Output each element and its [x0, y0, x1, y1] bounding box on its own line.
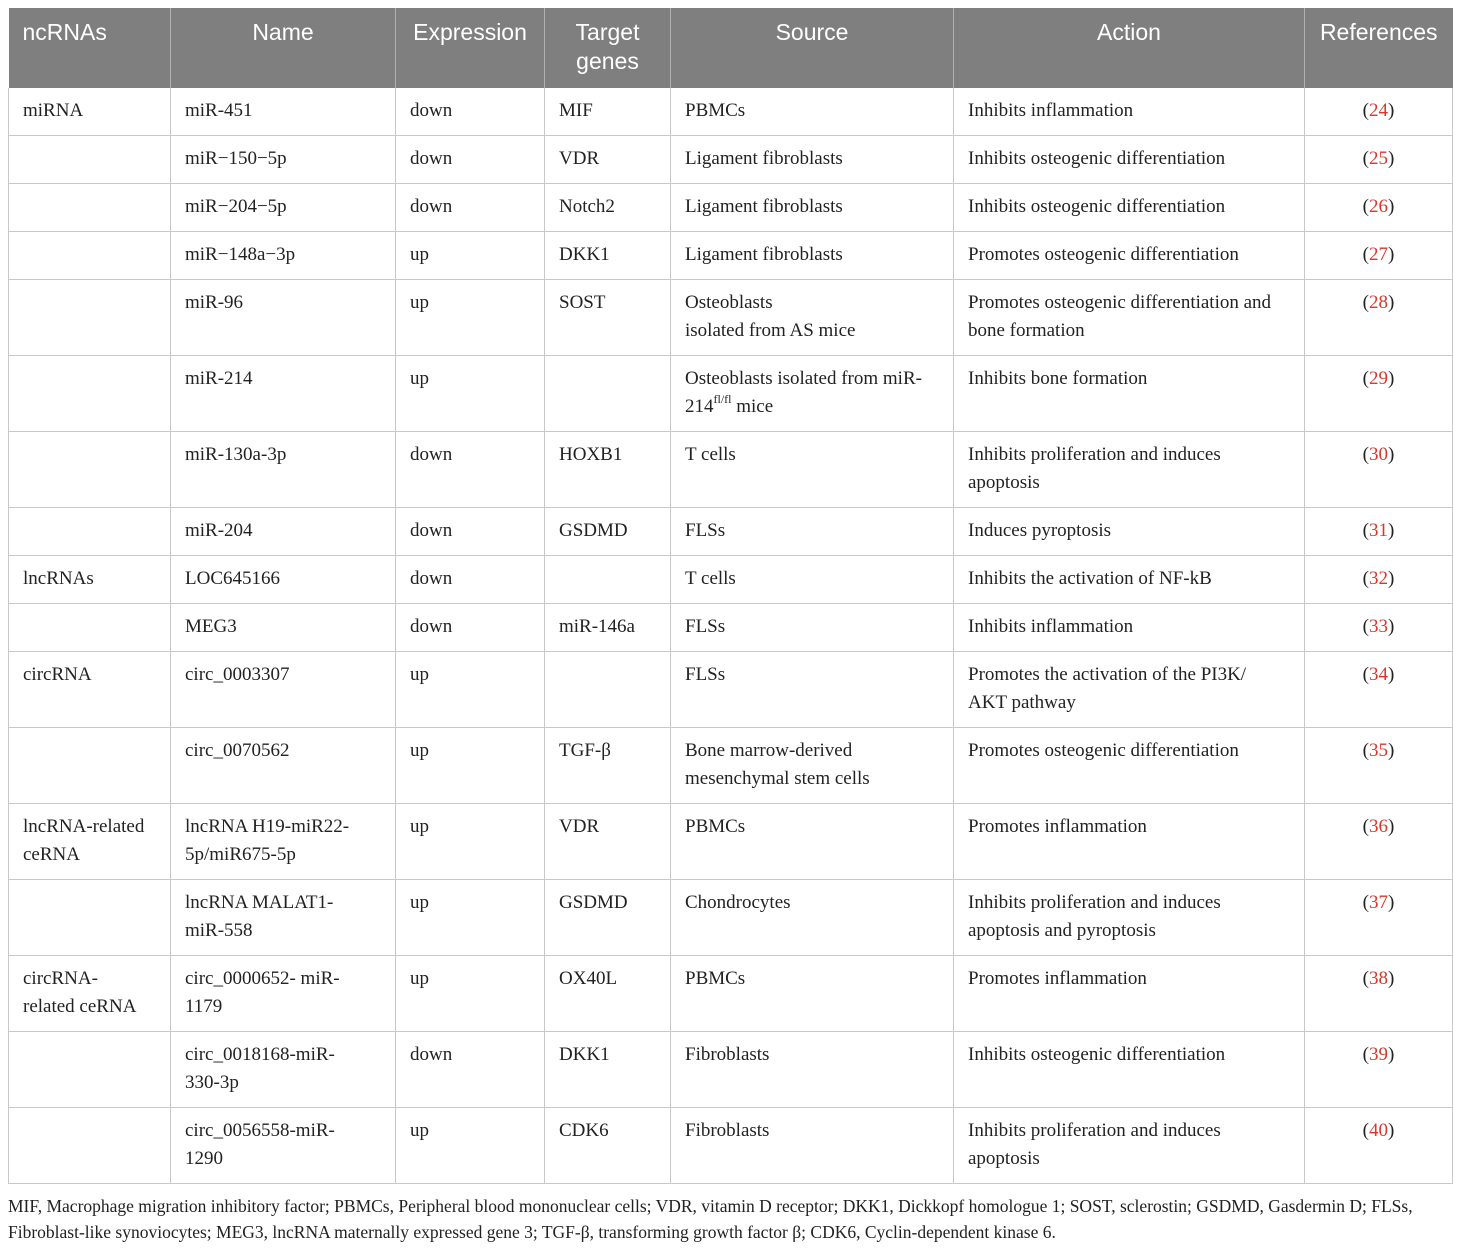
cell-action: Inhibits proliferation and induces apoptosis and pyroptosis [954, 880, 1305, 956]
cell-reference: (34) [1305, 652, 1453, 728]
cell-source: PBMCs [671, 88, 954, 136]
cell-ncrna [9, 232, 171, 280]
cell-source: T cells [671, 556, 954, 604]
table-row [9, 88, 1453, 136]
table-row [9, 556, 1453, 604]
cell-target-gene: GSDMD [545, 508, 671, 556]
table-row [9, 432, 1453, 508]
cell-reference: (29) [1305, 356, 1453, 432]
cell-source: Ligament fibroblasts [671, 184, 954, 232]
cell-source: Bone marrow-derived mesenchymal stem cells [671, 728, 954, 804]
reference-number[interactable]: 35 [1369, 740, 1388, 761]
cell-name: miR-204 [171, 508, 396, 556]
cell-name: miR-96 [171, 280, 396, 356]
cell-source: Osteoblasts isolated from AS mice [671, 280, 954, 356]
reference-number[interactable]: 38 [1369, 968, 1388, 989]
cell-expression: up [396, 356, 545, 432]
table-row [9, 604, 1453, 652]
table-footnote: MIF, Macrophage migration inhibitory factor; PBMCs, Peripheral blood mononuclear cells; VDR, vitamin D receptor; DKK1, Dickkopf homologue 1; SOST, sclerostin; GSDMD, Gasdermin D; FLSs, Fibroblast-like synoviocytes; MEG3, lncRNA maternally expressed gene 3; TGF-β, transforming growth factor β; CDK6, Cyclin-dependent kinase 6. [8, 1196, 1413, 1242]
cell-expression: down [396, 136, 545, 184]
cell-name: miR−148a−3p [171, 232, 396, 280]
cell-reference: (36) [1305, 804, 1453, 880]
cell-expression: up [396, 956, 545, 1032]
reference-number[interactable]: 24 [1369, 100, 1388, 121]
ncrna-table [8, 8, 1453, 1184]
reference-number[interactable]: 33 [1369, 616, 1388, 637]
cell-target-gene: miR-146a [545, 604, 671, 652]
source-text-tail: mice [731, 396, 774, 417]
cell-action: Inhibits the activation of NF-kB [954, 556, 1305, 604]
cell-expression: down [396, 556, 545, 604]
table-row [9, 508, 1453, 556]
header-target-genes: Target genes [545, 8, 671, 88]
cell-expression: up [396, 728, 545, 804]
cell-reference: (28) [1305, 280, 1453, 356]
cell-ncrna [9, 356, 171, 432]
cell-target-gene: VDR [545, 804, 671, 880]
reference-number[interactable]: 37 [1369, 892, 1388, 913]
reference-number[interactable]: 30 [1369, 444, 1388, 465]
table-container [8, 8, 1452, 1184]
header-action: Action [954, 8, 1305, 88]
cell-action: Inhibits bone formation [954, 356, 1305, 432]
cell-source: FLSs [671, 604, 954, 652]
header-row [9, 8, 1453, 88]
cell-action: Promotes inflammation [954, 956, 1305, 1032]
reference-number[interactable]: 39 [1369, 1044, 1388, 1065]
reference-number[interactable]: 27 [1369, 244, 1388, 265]
cell-target-gene: MIF [545, 88, 671, 136]
cell-reference: (30) [1305, 432, 1453, 508]
reference-number[interactable]: 36 [1369, 816, 1388, 837]
cell-ncrna [9, 1032, 171, 1108]
cell-ncrna: circRNA- related ceRNA [9, 956, 171, 1032]
cell-expression: down [396, 604, 545, 652]
reference-number[interactable]: 26 [1369, 196, 1388, 217]
cell-action: Inhibits osteogenic differentiation [954, 1032, 1305, 1108]
cell-target-gene: GSDMD [545, 880, 671, 956]
cell-action: Promotes inflammation [954, 804, 1305, 880]
cell-reference: (35) [1305, 728, 1453, 804]
cell-target-gene: DKK1 [545, 232, 671, 280]
table-row [9, 1108, 1453, 1184]
header-ncrnas: ncRNAs [9, 8, 171, 88]
header-name: Name [171, 8, 396, 88]
cell-ncrna [9, 184, 171, 232]
cell-name: miR-451 [171, 88, 396, 136]
cell-source: Ligament fibroblasts [671, 232, 954, 280]
cell-reference: (26) [1305, 184, 1453, 232]
cell-name: MEG3 [171, 604, 396, 652]
cell-reference: (24) [1305, 88, 1453, 136]
table-row [9, 1032, 1453, 1108]
header-references: References [1305, 8, 1453, 88]
table-body [9, 88, 1453, 1184]
cell-action: Inhibits proliferation and induces apoptosis [954, 432, 1305, 508]
cell-ncrna [9, 136, 171, 184]
table-row [9, 880, 1453, 956]
cell-name: circ_0003307 [171, 652, 396, 728]
source-text: Osteoblasts isolated from miR-214 [685, 368, 922, 417]
cell-ncrna: lncRNAs [9, 556, 171, 604]
cell-source: FLSs [671, 508, 954, 556]
cell-source: FLSs [671, 652, 954, 728]
cell-ncrna: miRNA [9, 88, 171, 136]
reference-number[interactable]: 29 [1369, 368, 1388, 389]
cell-source: Fibroblasts [671, 1032, 954, 1108]
table-row [9, 232, 1453, 280]
table-row [9, 136, 1453, 184]
cell-source: T cells [671, 432, 954, 508]
cell-expression: down [396, 1032, 545, 1108]
cell-reference: (38) [1305, 956, 1453, 1032]
cell-reference: (31) [1305, 508, 1453, 556]
cell-expression: down [396, 184, 545, 232]
cell-ncrna [9, 728, 171, 804]
cell-target-gene: VDR [545, 136, 671, 184]
cell-expression: down [396, 508, 545, 556]
cell-source: Fibroblasts [671, 1108, 954, 1184]
reference-number[interactable]: 32 [1369, 568, 1388, 589]
cell-name: lncRNA H19-miR22- 5p/miR675-5p [171, 804, 396, 880]
cell-name: miR-214 [171, 356, 396, 432]
cell-target-gene: OX40L [545, 956, 671, 1032]
cell-reference: (25) [1305, 136, 1453, 184]
cell-source: Ligament fibroblasts [671, 136, 954, 184]
cell-action: Induces pyroptosis [954, 508, 1305, 556]
cell-action: Inhibits osteogenic differentiation [954, 136, 1305, 184]
cell-target-gene: Notch2 [545, 184, 671, 232]
cell-reference: (39) [1305, 1032, 1453, 1108]
cell-name: circ_0056558-miR- 1290 [171, 1108, 396, 1184]
cell-action: Inhibits inflammation [954, 604, 1305, 652]
cell-target-gene [545, 556, 671, 604]
table-row [9, 184, 1453, 232]
cell-expression: up [396, 1108, 545, 1184]
cell-action: Inhibits proliferation and induces apoptosis [954, 1108, 1305, 1184]
cell-action: Promotes osteogenic differentiation [954, 728, 1305, 804]
header-expression: Expression [396, 8, 545, 88]
cell-expression: up [396, 652, 545, 728]
cell-reference: (27) [1305, 232, 1453, 280]
cell-target-gene [545, 356, 671, 432]
cell-reference: (32) [1305, 556, 1453, 604]
cell-target-gene: DKK1 [545, 1032, 671, 1108]
cell-source: PBMCs [671, 804, 954, 880]
cell-target-gene: HOXB1 [545, 432, 671, 508]
table-row [9, 356, 1453, 432]
cell-reference: (33) [1305, 604, 1453, 652]
cell-target-gene: TGF-β [545, 728, 671, 804]
cell-name: miR−204−5p [171, 184, 396, 232]
cell-reference: (37) [1305, 880, 1453, 956]
cell-action: Inhibits osteogenic differentiation [954, 184, 1305, 232]
cell-target-gene [545, 652, 671, 728]
cell-ncrna [9, 508, 171, 556]
cell-expression: down [396, 432, 545, 508]
reference-number[interactable]: 31 [1369, 520, 1388, 541]
table-row [9, 652, 1453, 728]
cell-name: circ_0000652- miR- 1179 [171, 956, 396, 1032]
reference-number[interactable]: 25 [1369, 148, 1388, 169]
cell-name: lncRNA MALAT1- miR-558 [171, 880, 396, 956]
cell-action: Promotes osteogenic differentiation and bone formation [954, 280, 1305, 356]
cell-expression: up [396, 880, 545, 956]
table-row [9, 728, 1453, 804]
cell-target-gene: SOST [545, 280, 671, 356]
cell-ncrna [9, 604, 171, 652]
table-row [9, 280, 1453, 356]
cell-action: Inhibits inflammation [954, 88, 1305, 136]
cell-expression: down [396, 88, 545, 136]
cell-source: PBMCs [671, 956, 954, 1032]
cell-source: Chondrocytes [671, 880, 954, 956]
cell-source [671, 356, 954, 432]
cell-expression: up [396, 804, 545, 880]
cell-ncrna [9, 1108, 171, 1184]
cell-ncrna [9, 280, 171, 356]
reference-number[interactable]: 34 [1369, 664, 1388, 685]
cell-name: circ_0070562 [171, 728, 396, 804]
cell-ncrna [9, 432, 171, 508]
cell-action: Promotes the activation of the PI3K/ AKT pathway [954, 652, 1305, 728]
cell-name: LOC645166 [171, 556, 396, 604]
cell-expression: up [396, 232, 545, 280]
cell-ncrna: circRNA [9, 652, 171, 728]
cell-name: circ_0018168-miR- 330-3p [171, 1032, 396, 1108]
table-row [9, 804, 1453, 880]
cell-name: miR−150−5p [171, 136, 396, 184]
source-superscript: fl/fl [713, 391, 732, 406]
reference-number[interactable]: 28 [1369, 292, 1388, 313]
reference-number[interactable]: 40 [1369, 1120, 1388, 1141]
cell-ncrna: lncRNA-related ceRNA [9, 804, 171, 880]
cell-reference: (40) [1305, 1108, 1453, 1184]
cell-expression: up [396, 280, 545, 356]
table-row [9, 956, 1453, 1032]
cell-target-gene: CDK6 [545, 1108, 671, 1184]
cell-action: Promotes osteogenic differentiation [954, 232, 1305, 280]
header-source: Source [671, 8, 954, 88]
cell-name: miR-130a-3p [171, 432, 396, 508]
cell-ncrna [9, 880, 171, 956]
